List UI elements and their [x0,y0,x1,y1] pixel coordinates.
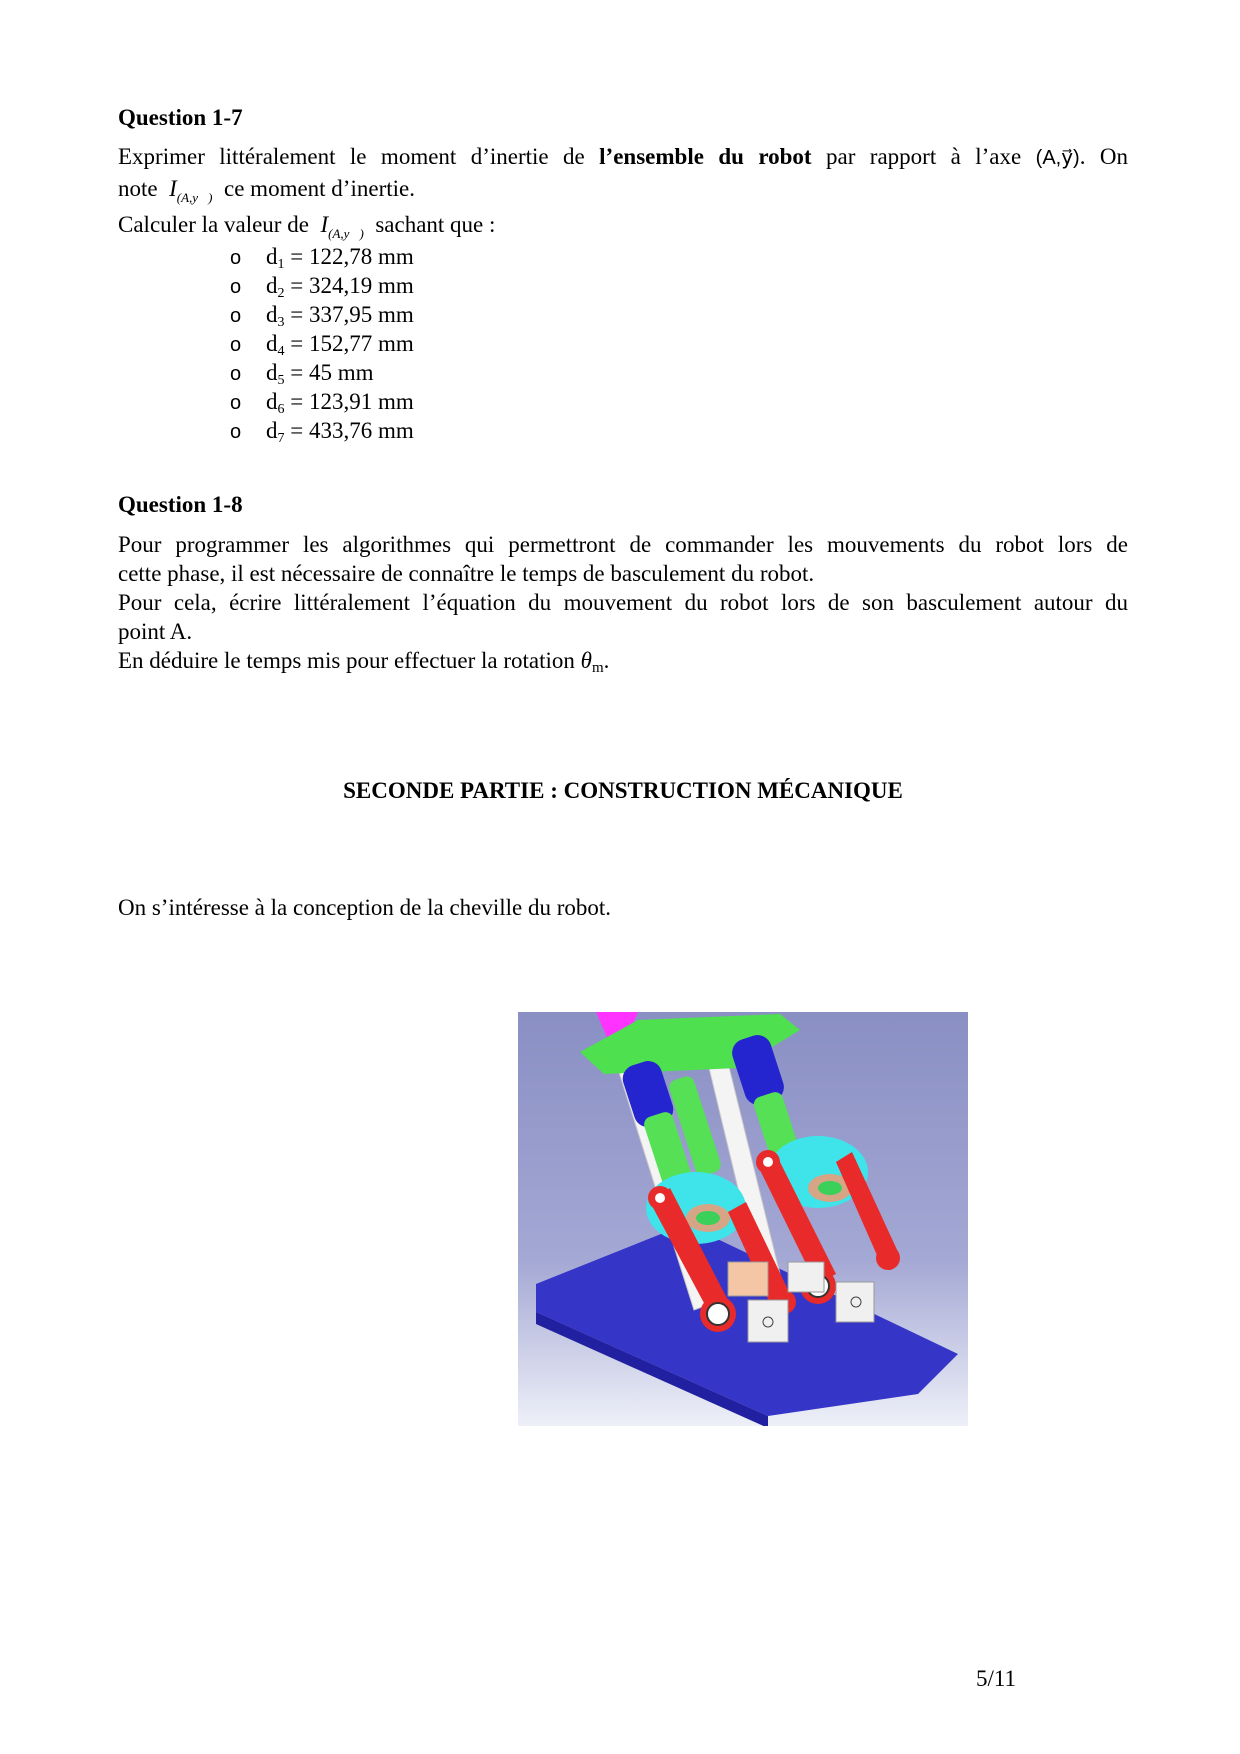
list-item: o $d_1 = 122,78$ mm [230,244,414,272]
robot-ankle-cad-render-icon [518,1012,968,1426]
bullet-icon: o [230,276,242,298]
list-item: o $d_3 = 337,95$ mm [230,302,414,330]
theta-symbol: θ [580,648,592,673]
bullet-icon: o [230,247,242,269]
axis-label: (A,y⃗) [1035,147,1080,169]
bullet-icon: o [230,392,242,414]
question-1-8-line-4: point A. [118,619,193,644]
question-1-7-line-2 [118,174,1128,212]
inertia-symbol: I [320,212,329,237]
list-item: o $d_4 = 152,77$ mm [230,331,414,359]
list-item: o $d_2 = 324,19$ mm [230,273,414,301]
section-intro: On s’intéresse à la conception de la cheville du robot. [118,895,612,920]
list-item: o $d_6 = 123,91$ mm [230,389,414,417]
q17-bold-text: l’ensemble du robot [599,144,812,169]
question-1-7-line-1 [118,142,1128,173]
q18-deduce: En déduire le temps mis pour effectuer la rotation [118,648,575,673]
q17-line3-post: sachant que : [375,212,496,237]
theta-subscript: m [591,660,604,676]
q17-calc: Calculer la valeur de [118,212,309,237]
question-1-8-line-3: Pour cela, écrire littéralement l’équation du mouvement du robot lors de son basculement autour du [118,590,1128,615]
question-1-8-line-5 [118,646,1128,683]
section-title: SECONDE PARTIE : CONSTRUCTION MÉCANIQUE [343,778,903,803]
inertia-subscript: (A,y⃗) [176,190,213,205]
q17-line2-post: ce moment d’inertie. [224,176,415,201]
question-1-7-title: Question 1-7 [118,105,243,130]
question-1-8-title: Question 1-8 [118,492,243,517]
q18-end: . [603,648,610,673]
page-number: 5/11 [975,1666,1016,1691]
inertia-symbol: I [169,176,177,201]
robot-ankle-figure [518,1012,968,1426]
question-1-8-line-2: cette phase, il est nécessaire de connaître le temps de basculement du robot. [118,561,815,586]
bullet-icon: o [230,305,242,327]
q17-text: Exprimer littéralement le moment d’inertie de [118,144,585,169]
question-1-8-line-1: Pour programmer les algorithmes qui permettront de commander les mouvements du robot lors de [118,532,1128,557]
q17-line1-end: . On [1079,144,1128,169]
list-item: o $d_5 = 45$ mm [230,360,374,388]
q17-text-post: par rapport à l’axe [826,144,1022,169]
bullet-icon: o [230,363,242,385]
inertia-subscript: (A,y⃗) [328,226,364,241]
bullet-icon: o [230,421,242,443]
list-item: o $d_7 = 433,76$ mm [230,418,414,446]
bullet-icon: o [230,334,242,356]
q17-note: note [118,176,158,201]
